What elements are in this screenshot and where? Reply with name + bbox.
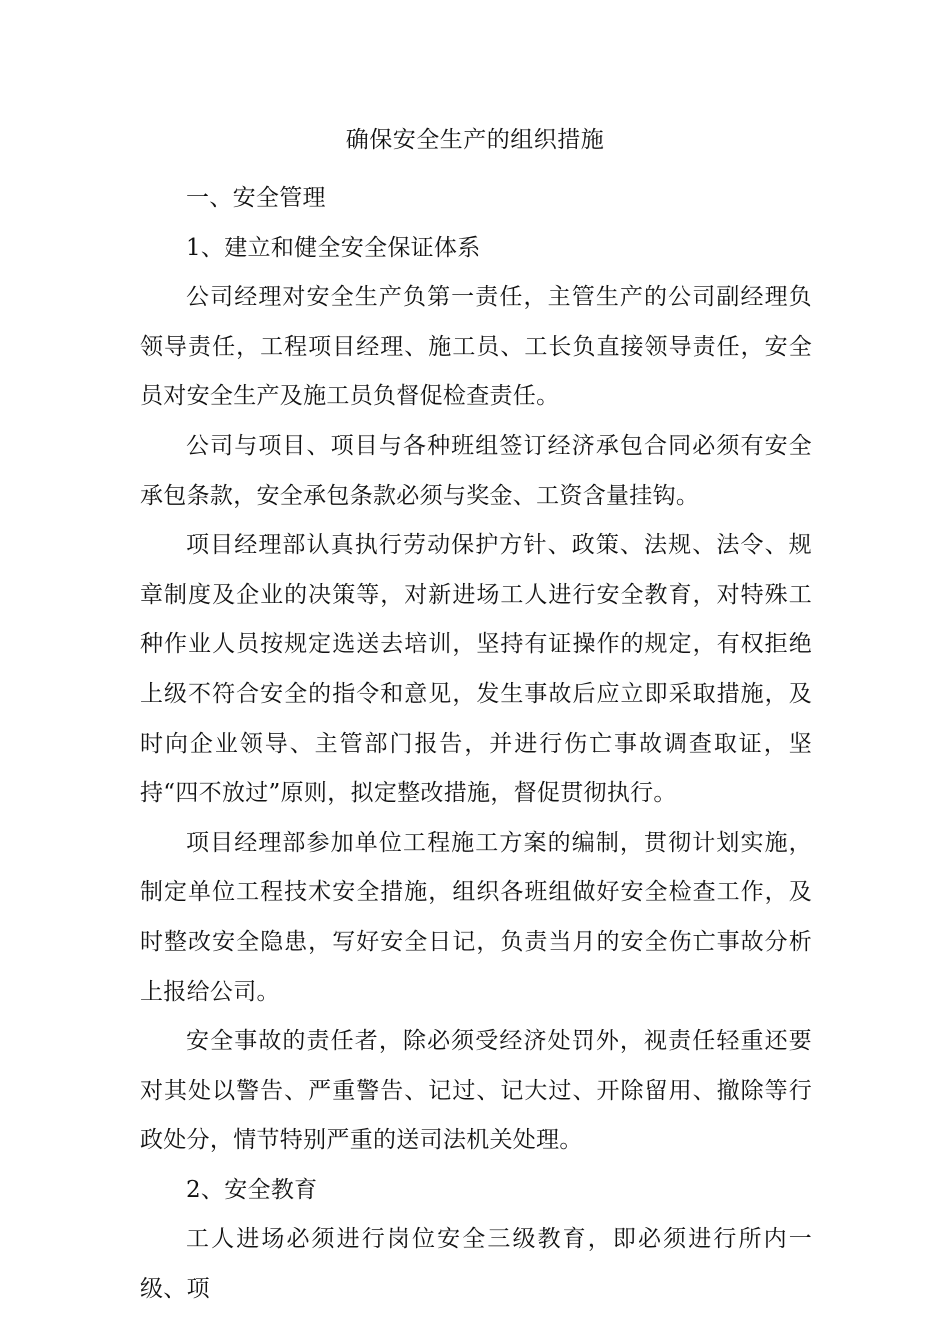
paragraph: 安全事故的责任者，除必须受经济处罚外，视责任轻重还要对其处以警告、严重警告、记过、记大过、开除留用、撤除等行政处分，情节特别严重的送司法机关处理。 xyxy=(140,1028,812,1154)
subsection-heading: 1、建立和健全安全保证体系 xyxy=(186,234,481,261)
document-title: 确保安全生产的组织措施 xyxy=(345,127,605,153)
document-body xyxy=(140,174,812,1315)
section-heading: 一、安全管理 xyxy=(186,185,326,211)
subsection-heading: 2、安全教育 xyxy=(186,1176,318,1203)
paragraph: 项目经理部参加单位工程施工方案的编制，贯彻计划实施，制定单位工程技术安全措施，组织各班组做好安全检查工作，及时整改安全隐患，写好安全日记，负责当月的安全伤亡事故分析上报给公司。 xyxy=(140,829,812,1005)
paragraph: 工人进场必须进行岗位安全三级教育，即必须进行所内一级、项 xyxy=(140,1226,812,1303)
paragraph: 项目经理部认真执行劳动保护方针、政策、法规、法令、规章制度及企业的决策等，对新进场工人进行安全教育，对特殊工种作业人员按规定选送去培训，坚持有证操作的规定，有权拒绝上级不符合安全的指令和意见，发生事故后应立即采取措施，及时向企业领导、主管部门报告，并进行伤亡事故调查取证，坚持“四不放过”原则，拟定整改措施，督促贯彻执行。 xyxy=(140,532,812,807)
paragraph: 公司经理对安全生产负第一责任，主管生产的公司副经理负领导责任，工程项目经理、施工员、工长负直接领导责任，安全员对安全生产及施工员负督促检查责任。 xyxy=(140,284,812,410)
paragraph: 公司与项目、项目与各种班组签订经济承包合同必须有安全承包条款，安全承包条款必须与奖金、工资含量挂钩。 xyxy=(140,432,812,509)
